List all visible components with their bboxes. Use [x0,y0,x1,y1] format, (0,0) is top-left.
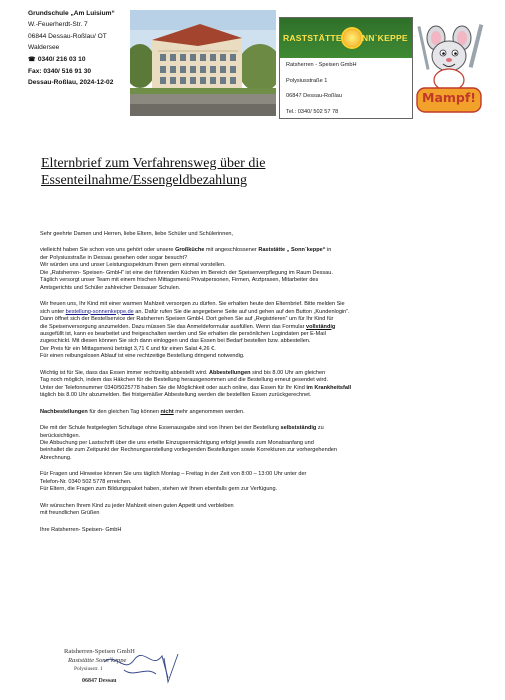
paragraph-billing-line: Abrechnung. [40,454,72,461]
caterer-address-box [279,17,413,119]
paragraph-intro-line: Täglich versorgt unser Team mit einem frischen Mittagsmenü Privatpersonen, Firmen, Arztpraxen, Mitarbeiter des [40,277,319,284]
school-city: 06844 Dessau-Roßlau/ OT [28,32,107,40]
phone-icon: ☎ [28,56,36,63]
paragraph-cancellation-line: Wichtig ist für Sie, dass das Essen immer rechtzeitig abbestellt wird. Abbestellungen sind bis 8.00 Uhr am gleichen [40,369,326,376]
caterer-logo: RASTSTÄTTE NN`KEPPE [280,18,412,58]
paragraph-billing-line: beinhaltet die zum Zeitpunkt der Rechnungserstellung vorliegenden Bestellungen sowie Korrekturen zur vorhergehenden [40,447,337,454]
salutation: Sehr geehrte Damen und Herren, liebe Eltern, liebe Schüler und Schülerinnen, [40,231,234,237]
mascot-label: Mampf! [422,90,476,105]
paragraph-registration-line: ausgefüllt ist, kann es bearbeitet und freigeschalten werden und Sie erhalten die persönlichen Logindaten per E-Mail [40,330,326,337]
school-phone: 0340/ 216 03 10 [37,55,86,63]
paragraph-registration-line: zugeschickt. Mit diesen können Sie sich dann einloggen und das Essen bei Bedarf bestellen bzw. abbestellen. [40,338,311,345]
paragraph-registration-line: Wir freuen uns, Ihr Kind mit einer warmen Mahlzeit versorgen zu dürfen. Sie erhalten heute den Elternbrief. Bitte melden Sie [40,301,345,308]
caterer-city: 06847 Dessau-Roßlau [286,93,342,100]
school-fax: Fax: 0340/ 516 91 30 [28,68,92,76]
paragraph-billing-line: berücksichtigen. [40,432,81,439]
paragraph-registration-line: Dann öffnet sich der Bestellservice der Ratsherren Speisen GmbH. Dort gehen Sie auf „Registrieren“ um für Ihr Kind für [40,316,334,323]
letter-date: Dessau-Roßlau, 2024-12-02 [28,79,114,87]
paragraph-registration-line: Für einen reibungslosen Ablauf ist eine rechtzeitige Bestellung dringend notwendig. [40,353,245,360]
paragraph-registration-line: die Speisenversorgung anzumelden. Dazu müssen Sie das Anmeldeformular ausfüllen. Wenn das Formular vollständig [40,323,336,330]
paragraph-contact-line: Für Fragen und Hinweise können Sie uns täglich Montag – Freitag in der Zeit von 8:00 – 13:00 Uhr unter der [40,471,307,478]
paragraph-contact-line: Telefon-Nr. 0340 502 5778 erreichen. [40,478,132,485]
paragraph-billing-line: Die mit der Schule festgelegten Schultage ohne Essenausgabe sind von Ihnen bei der Bestellung selbstständig zu [40,425,324,432]
paragraph-intro-line: Die „Ratsherren- Speisen- GmbH“ ist eine der führenden Küchen im Bereich der Speisenverpflegung im Raum Dessau. [40,269,333,276]
letter-body [40,231,465,534]
paragraph-contact-line: Für Eltern, die Fragen zum Bildungspaket haben, stehen wir Ihnen ebenfalls gern zur Verfügung. [40,486,278,493]
school-street: W.-Feuerherdt-Str. 7 [28,21,88,29]
price-line: Der Preis für ein Mittagsmenü beträgt 3,71 € und für einen Salat 4,26 €. [40,345,216,352]
school-address [28,8,128,89]
paragraph-cancellation-line: Unter der Telefonnummer 0340/5025778 haben Sie die Möglichkeit oder auch online, das Essen für Ihr Kind im Krankheitsfall [40,384,352,391]
paragraph-late-orders: Nachbestellungen für den gleichen Tag können nicht mehr angenommen werden. [40,408,245,415]
paragraph-registration-line: sich unter bestellung-sonnenkeppe.de an. Dafür rufen Sie die angegebene Seite auf und gehen auf den Button „Kundenlogin“. [40,308,350,315]
paragraph-intro-line: der Polysiusstraße in Dessau gesehen oder sogar besucht? [40,254,188,261]
company-stamp: Ratsherren-Speisen GmbH Raststätte Sonn`keppe Polysiusstr. 1 06847 Dessau [64,648,194,694]
paragraph-closing-line: Wir wünschen Ihrem Kind zu jeder Mahlzeit einen guten Appetit und verbleiben [40,502,234,509]
letter-title-line-1: Elternbrief zum Verfahrensweg über die [41,156,266,171]
signature-company: Ihre Ratsherren- Speisen- GmbH [40,526,122,533]
paragraph-cancellation-line: täglich bis 8.00 Uhr abzumelden. Bei fristgemäßer Abbestellung werden die bestellten Essen zurückgerechnet. [40,392,312,399]
sun-icon [343,29,361,47]
paragraph-closing-line: mit freundlichen Grüßen [40,510,100,517]
paragraph-billing-line: Die Abbuchung per Lastschrift über die uns erteilte Einzugsermächtigung erfolgt jeweils zum Monatsanfang und [40,439,314,446]
letter-title-line-2: Essenteilnahme/Essengeldbezahlung [41,173,248,188]
paragraph-cancellation-line: Tag noch möglich, indem das Häkchen für die Bestellung herausgenommen und die Bestellung erneut gesendet wird. [40,377,328,384]
school-building-photo [130,10,276,116]
school-district: Waldersee [28,44,60,52]
caterer-street: Polysiusstraße 1 [286,77,328,84]
paragraph-intro: vielleicht haben Sie schon von uns gehört oder unsere Großküche mit angeschlossener Raststätte „ Sonn`keppe“ in [40,247,332,254]
mascot-mampf-logo [414,20,484,118]
caterer-company: Ratsherren - Speisen GmbH [286,62,357,68]
letter-title-block [40,155,465,189]
paragraph-intro-line: Wir würden uns und unser Leistungsspektrum Ihnen gern einmal vorstellen. [40,262,226,269]
school-name: Grundschule „Am Luisium“ [28,10,115,17]
paragraph-intro-line: Amtsgerichts und Schüler zahlreicher Dessauer Schulen. [40,284,181,291]
handwritten-signature [64,648,194,694]
caterer-phone: Tel.: 0340/ 502 57 78 [286,108,339,115]
order-website-link[interactable]: bestellung-sonnenkeppe.de [65,308,134,315]
